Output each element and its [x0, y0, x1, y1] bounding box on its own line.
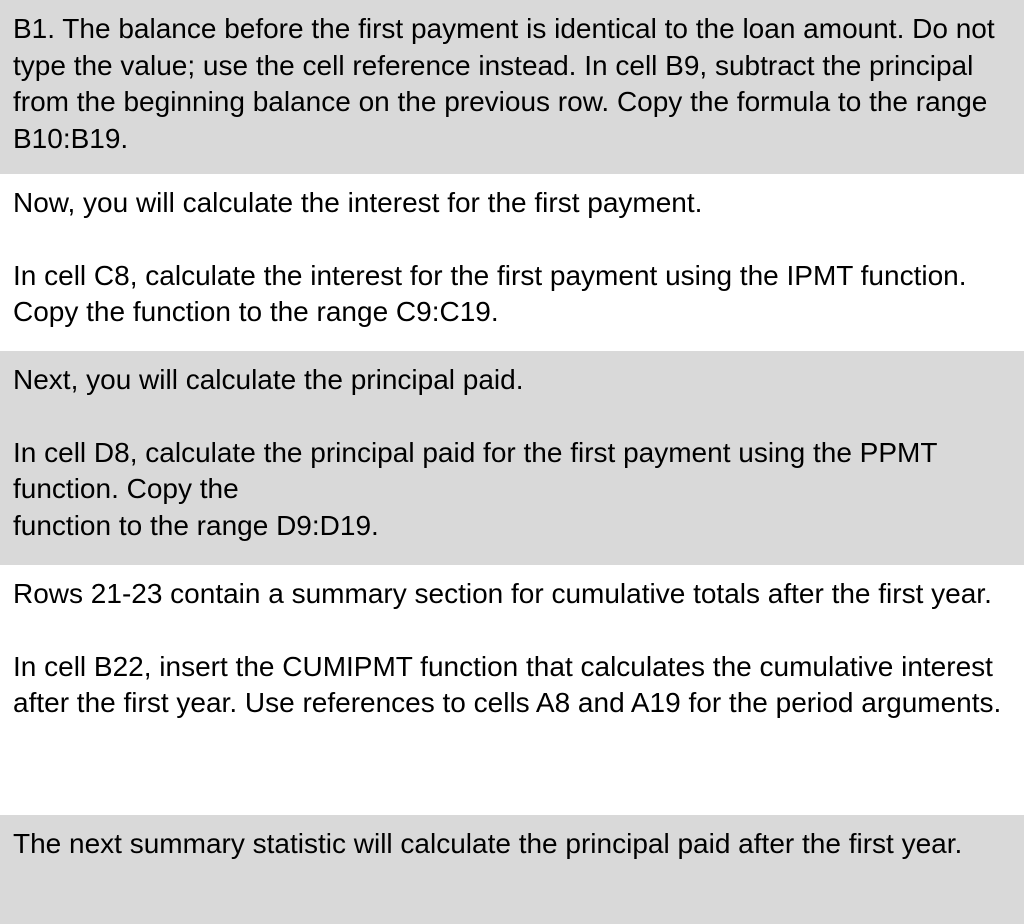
instruction-step-4	[0, 565, 1024, 815]
instruction-step-2	[0, 174, 1024, 351]
instruction-step-5	[0, 815, 1024, 924]
instruction-step-1	[0, 0, 1024, 174]
instruction-step-3	[0, 351, 1024, 565]
step-5-text: The next summary statistic will calculate the principal paid after the first year.	[13, 828, 963, 859]
step-1-text: B1. The balance before the first payment is identical to the loan amount. Do not type the value; use the cell reference instead. In cell B9, subtract the principal from the beginning balance on the previous row. Copy the formula to the range B10:B19.	[13, 13, 995, 154]
step-2-instruction: In cell C8, calculate the interest for the first payment using the IPMT function. Copy the function to the range C9:C19.	[13, 259, 967, 327]
step-4-intro: Rows 21-23 contain a summary section for cumulative totals after the first year.	[13, 578, 992, 609]
step-3-intro: Next, you will calculate the principal paid.	[13, 364, 524, 395]
step-4-instruction: In cell B22, insert the CUMIPMT function that calculates the cumulative interest after the first year. Use references to cells A8 and A19 for the period arguments.	[13, 650, 1002, 718]
step-3-instruction: In cell D8, calculate the principal paid for the first payment using the PPMT function. Copy the function to the range D9:D19.	[13, 436, 937, 541]
step-2-intro: Now, you will calculate the interest for the first payment.	[13, 187, 703, 218]
